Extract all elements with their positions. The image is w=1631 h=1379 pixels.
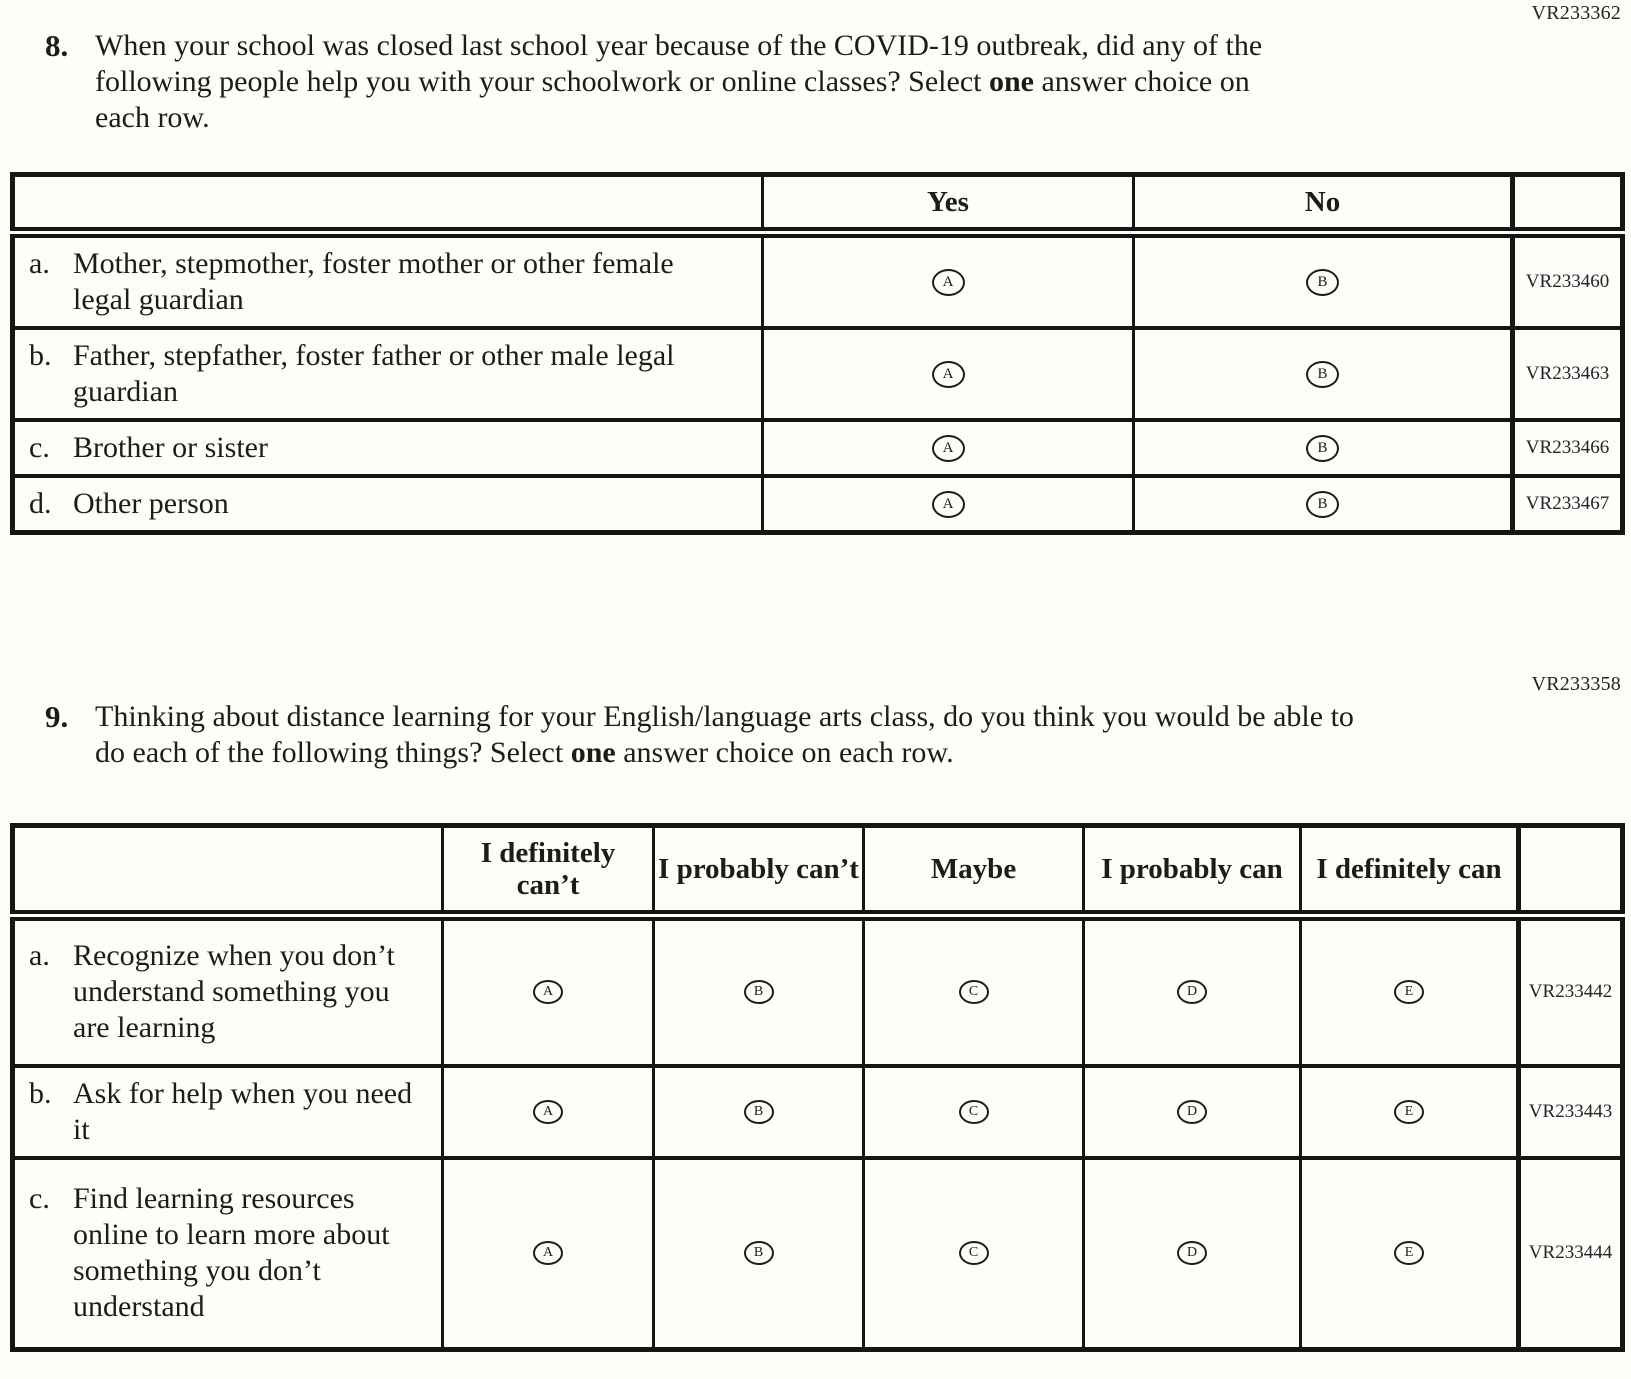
q9-row-c-option-c[interactable]: C: [959, 1241, 989, 1265]
q8-header-yes: Yes: [763, 175, 1134, 233]
row-text: Father, stepfather, foster father or other male legal guardian: [73, 339, 675, 408]
table-row: [13, 916, 1623, 1066]
q9-header-blank: [13, 826, 443, 916]
q9-row-a-option-b[interactable]: B: [744, 980, 774, 1004]
q9-row-c-option-b[interactable]: B: [744, 1241, 774, 1265]
q8-row-a-option-no[interactable]: B: [1306, 269, 1339, 296]
q9-row-a-cell-5: [1301, 916, 1519, 1066]
question-9-prompt: [95, 699, 1375, 771]
q9-row-c-cell-3: [864, 1158, 1084, 1350]
q9-row-b-option-a[interactable]: A: [533, 1100, 563, 1124]
q9-row-b-cell-5: [1301, 1066, 1519, 1158]
q8-row-a-no-cell: [1134, 233, 1513, 329]
q8-row-d-no-cell: [1134, 476, 1513, 533]
q9-row-b-code: VR233443: [1519, 1066, 1623, 1158]
q9-row-a-option-e[interactable]: E: [1394, 980, 1424, 1004]
row-letter: c.: [29, 1182, 50, 1216]
question-8-header: [45, 28, 1631, 136]
q9-row-c-option-e[interactable]: E: [1394, 1241, 1424, 1265]
q9-row-a-option-c[interactable]: C: [959, 980, 989, 1004]
row-letter: a.: [29, 247, 50, 280]
q9-row-b-option-d[interactable]: D: [1177, 1100, 1207, 1124]
q8-row-d-option-no[interactable]: B: [1306, 491, 1339, 518]
prompt-text: answer choice on each row.: [615, 736, 954, 769]
q9-row-a-label: [13, 916, 443, 1066]
q8-row-a-yes-cell: [763, 233, 1134, 329]
q9-row-a-cell-1: [443, 916, 654, 1066]
q9-row-c-option-a[interactable]: A: [533, 1241, 563, 1265]
q8-row-c-yes-cell: [763, 420, 1134, 476]
q8-row-b-code: VR233463: [1513, 328, 1623, 420]
q8-row-d-option-yes[interactable]: A: [932, 491, 965, 518]
q9-header-definitely-can: I definitely can: [1301, 826, 1519, 916]
q8-row-c-no-cell: [1134, 420, 1513, 476]
table-row: [13, 476, 1623, 533]
row-text: Find learning resources online to learn more about something you don’t understand: [73, 1182, 390, 1324]
row-letter: d.: [29, 487, 52, 520]
q9-row-b-label: [13, 1066, 443, 1158]
table-row: [13, 1158, 1623, 1350]
row-text: Ask for help when you need it: [73, 1076, 413, 1146]
row-letter: c.: [29, 431, 50, 464]
prompt-text: When your school was closed last school year because of the COVID-19 outbreak, did any of the following people help you with your schoolwork or online classes? Select: [95, 29, 1263, 98]
table-row: [13, 328, 1623, 420]
q9-row-c-cell-5: [1301, 1158, 1519, 1350]
q8-row-d-code: VR233467: [1513, 476, 1623, 533]
q8-row-b-yes-cell: [763, 328, 1134, 420]
q9-row-c-option-d[interactable]: D: [1177, 1241, 1207, 1265]
question-8-vr-code: VR233362: [1531, 2, 1621, 24]
question-9-header: [45, 699, 1631, 771]
q8-row-c-code: VR233466: [1513, 420, 1623, 476]
q8-row-d-yes-cell: [763, 476, 1134, 533]
table-row: [13, 233, 1623, 329]
table-row: [13, 1066, 1623, 1158]
q8-row-b-option-yes[interactable]: A: [932, 361, 965, 388]
q8-row-c-option-no[interactable]: B: [1306, 435, 1339, 462]
question-9-number: 9.: [45, 699, 69, 734]
row-text: Mother, stepmother, foster mother or other female legal guardian: [73, 247, 674, 316]
q8-row-d-label: [13, 476, 763, 533]
q9-row-a-option-d[interactable]: D: [1177, 980, 1207, 1004]
question-8-section: [0, 2, 1631, 535]
q8-header-code-blank: [1513, 175, 1623, 233]
prompt-bold-word: one: [988, 65, 1034, 98]
q9-row-c-cell-2: [654, 1158, 864, 1350]
question-8-prompt: [95, 28, 1285, 136]
row-letter: b.: [29, 339, 52, 372]
row-letter: b.: [29, 1076, 52, 1110]
prompt-bold-word: one: [570, 736, 616, 769]
q9-header-probably-cant: I probably can’t: [654, 826, 864, 916]
q8-header-blank: [13, 175, 763, 233]
q9-row-a-cell-4: [1084, 916, 1301, 1066]
table-row: [13, 420, 1623, 476]
q8-row-c-label: [13, 420, 763, 476]
prompt-text: Thinking about distance learning for your English/language arts class, do you think you would be able to do each of the following things? Select: [95, 700, 1354, 769]
question-9-section: [0, 673, 1631, 1352]
q9-row-b-cell-4: [1084, 1066, 1301, 1158]
q9-answer-table: [10, 823, 1625, 1352]
row-letter: a.: [29, 939, 50, 973]
q9-row-a-cell-2: [654, 916, 864, 1066]
prompt-text: answer choice on each row.: [95, 65, 1250, 134]
q9-row-c-code: VR233444: [1519, 1158, 1623, 1350]
q9-row-a-code: VR233442: [1519, 916, 1623, 1066]
q9-header-probably-can: I probably can: [1084, 826, 1301, 916]
q8-row-b-option-no[interactable]: B: [1306, 361, 1339, 388]
q9-row-c-cell-1: [443, 1158, 654, 1350]
q8-header-row: [13, 175, 1623, 233]
q8-row-b-no-cell: [1134, 328, 1513, 420]
q9-header-code-blank: [1519, 826, 1623, 916]
q9-header-definitely-cant: I definitely can’t: [443, 826, 654, 916]
q8-answer-table: [10, 172, 1625, 535]
q8-row-a-label: [13, 233, 763, 329]
q9-row-a-option-a[interactable]: A: [533, 980, 563, 1004]
q8-row-a-option-yes[interactable]: A: [932, 269, 965, 296]
q8-header-no: No: [1134, 175, 1513, 233]
q9-row-b-cell-2: [654, 1066, 864, 1158]
q9-row-b-cell-1: [443, 1066, 654, 1158]
q9-row-b-cell-3: [864, 1066, 1084, 1158]
q9-row-c-cell-4: [1084, 1158, 1301, 1350]
row-text: Other person: [73, 487, 229, 520]
q9-header-row: [13, 826, 1623, 916]
row-text: Recognize when you don’t understand something you are learning: [73, 939, 395, 1045]
q9-row-c-label: [13, 1158, 443, 1350]
q9-row-b-option-e[interactable]: E: [1394, 1100, 1424, 1124]
question-9-vr-code: VR233358: [1531, 673, 1621, 695]
q9-row-b-option-c[interactable]: C: [959, 1100, 989, 1124]
q9-row-a-cell-3: [864, 916, 1084, 1066]
row-text: Brother or sister: [73, 431, 268, 464]
q8-row-b-label: [13, 328, 763, 420]
q8-row-c-option-yes[interactable]: A: [932, 435, 965, 462]
q8-row-a-code: VR233460: [1513, 233, 1623, 329]
q9-row-b-option-b[interactable]: B: [744, 1100, 774, 1124]
q9-header-maybe: Maybe: [864, 826, 1084, 916]
question-8-number: 8.: [45, 28, 69, 63]
